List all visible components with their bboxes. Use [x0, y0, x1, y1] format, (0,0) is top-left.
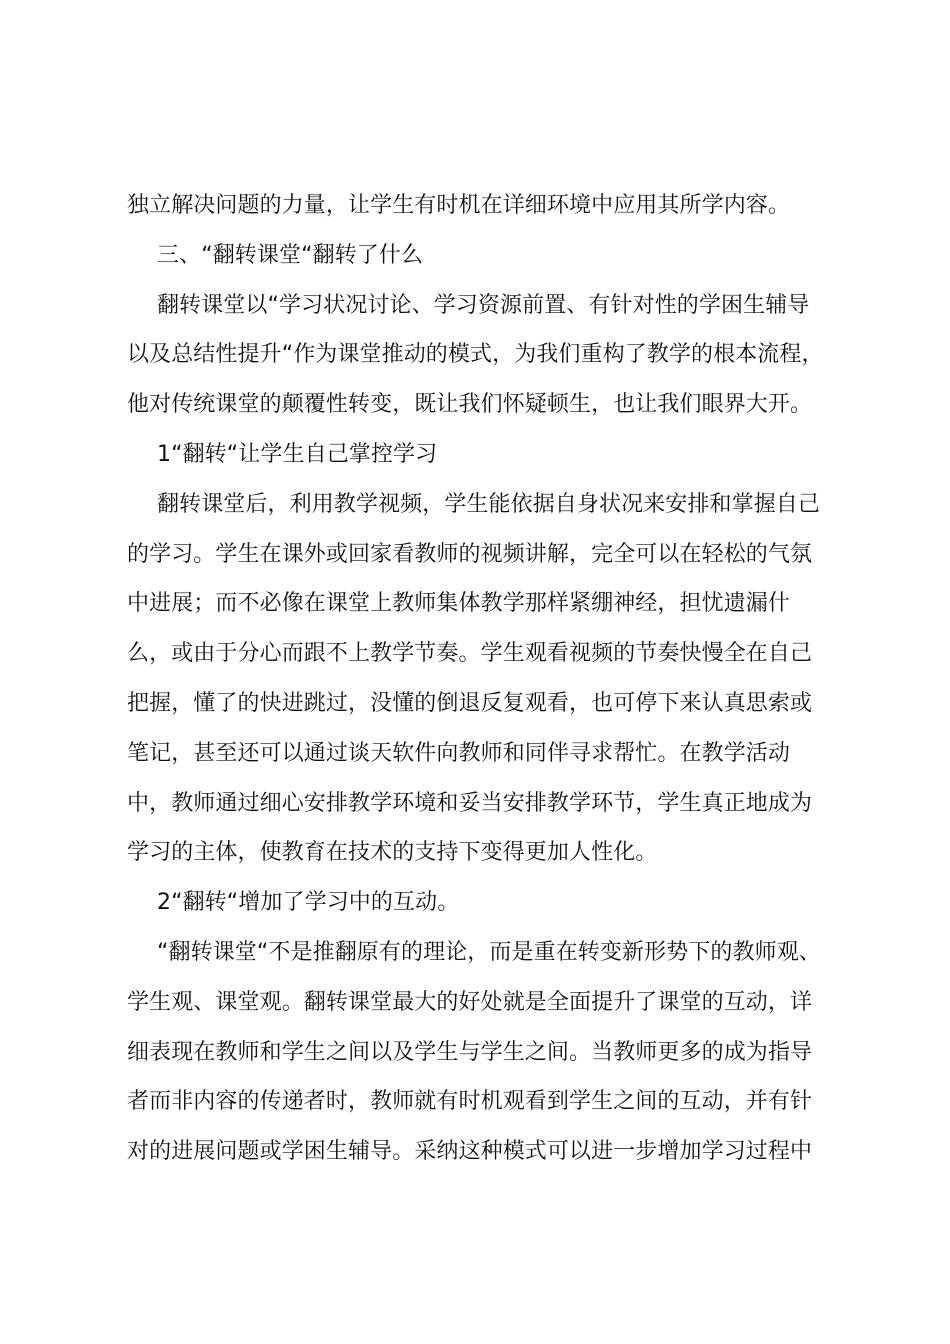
section-heading: 三、“翻转课堂“翻转了什么: [157, 242, 424, 268]
paragraph-line: 翻转课堂后，利用教学视频，学生能依据自身状况来安排和掌握自己: [157, 491, 821, 517]
paragraph-line: 翻转课堂以“学习状况讨论、学习资源前置、有针对性的学困生辅导: [157, 292, 810, 318]
paragraph-line: 独立解决问题的力量，让学生有时机在详细环境中应用其所学内容。: [127, 193, 791, 218]
paragraph-line: 细表现在教师和学生之间以及学生与学生之间。当教师更多的成为指导: [127, 1039, 813, 1065]
paragraph-line: 中进展；而不必像在课堂上教师集体教学那样紧绷神经，担忧遗漏什: [127, 591, 791, 617]
paragraph-line: 学习的主体，使教育在技术的支持下变得更加人性化。: [127, 840, 658, 866]
subsection-heading: 2“翻转“增加了学习中的互动。: [157, 890, 460, 916]
paragraph-line: 笔记，甚至还可以通过谈天软件向教师和同伴寻求帮忙。在教学活动: [127, 740, 791, 766]
paragraph-line: 者而非内容的传递者时，教师就有时机观看到学生之间的互动，并有针: [127, 1089, 813, 1115]
document-body: [127, 181, 837, 1177]
paragraph-line: 么，或由于分心而跟不上教学节奏。学生观看视频的节奏快慢全在自己: [127, 641, 813, 667]
paragraph-line: 对的进展问题或学困生辅导。采纳这种模式可以进一步增加学习过程中: [127, 1139, 813, 1165]
paragraph-line: 学生观、课堂观。翻转课堂最大的好处就是全面提升了课堂的互动，详: [127, 989, 813, 1015]
paragraph-line: 以及总结性提升“作为课堂推动的模式，为我们重构了教学的根本流程，: [127, 342, 824, 368]
paragraph-line: 把握，懂了的快进跳过，没懂的倒退反复观看，也可停下来认真思索或: [127, 690, 813, 716]
paragraph-line: 中，教师通过细心安排教学环境和妥当安排教学环节，学生真正地成为: [127, 790, 813, 816]
paragraph-line: 他对传统课堂的颠覆性转变，既让我们怀疑顿生，也让我们眼界大开。: [127, 392, 813, 418]
paragraph-line: “翻转课堂“不是推翻原有的理论，而是重在转变新形势下的教师观、: [157, 939, 821, 965]
paragraph-line: 的学习。学生在课外或回家看教师的视频讲解，完全可以在轻松的气氛: [127, 541, 813, 567]
subsection-heading: 1“翻转“让学生自己掌控学习: [157, 441, 438, 467]
